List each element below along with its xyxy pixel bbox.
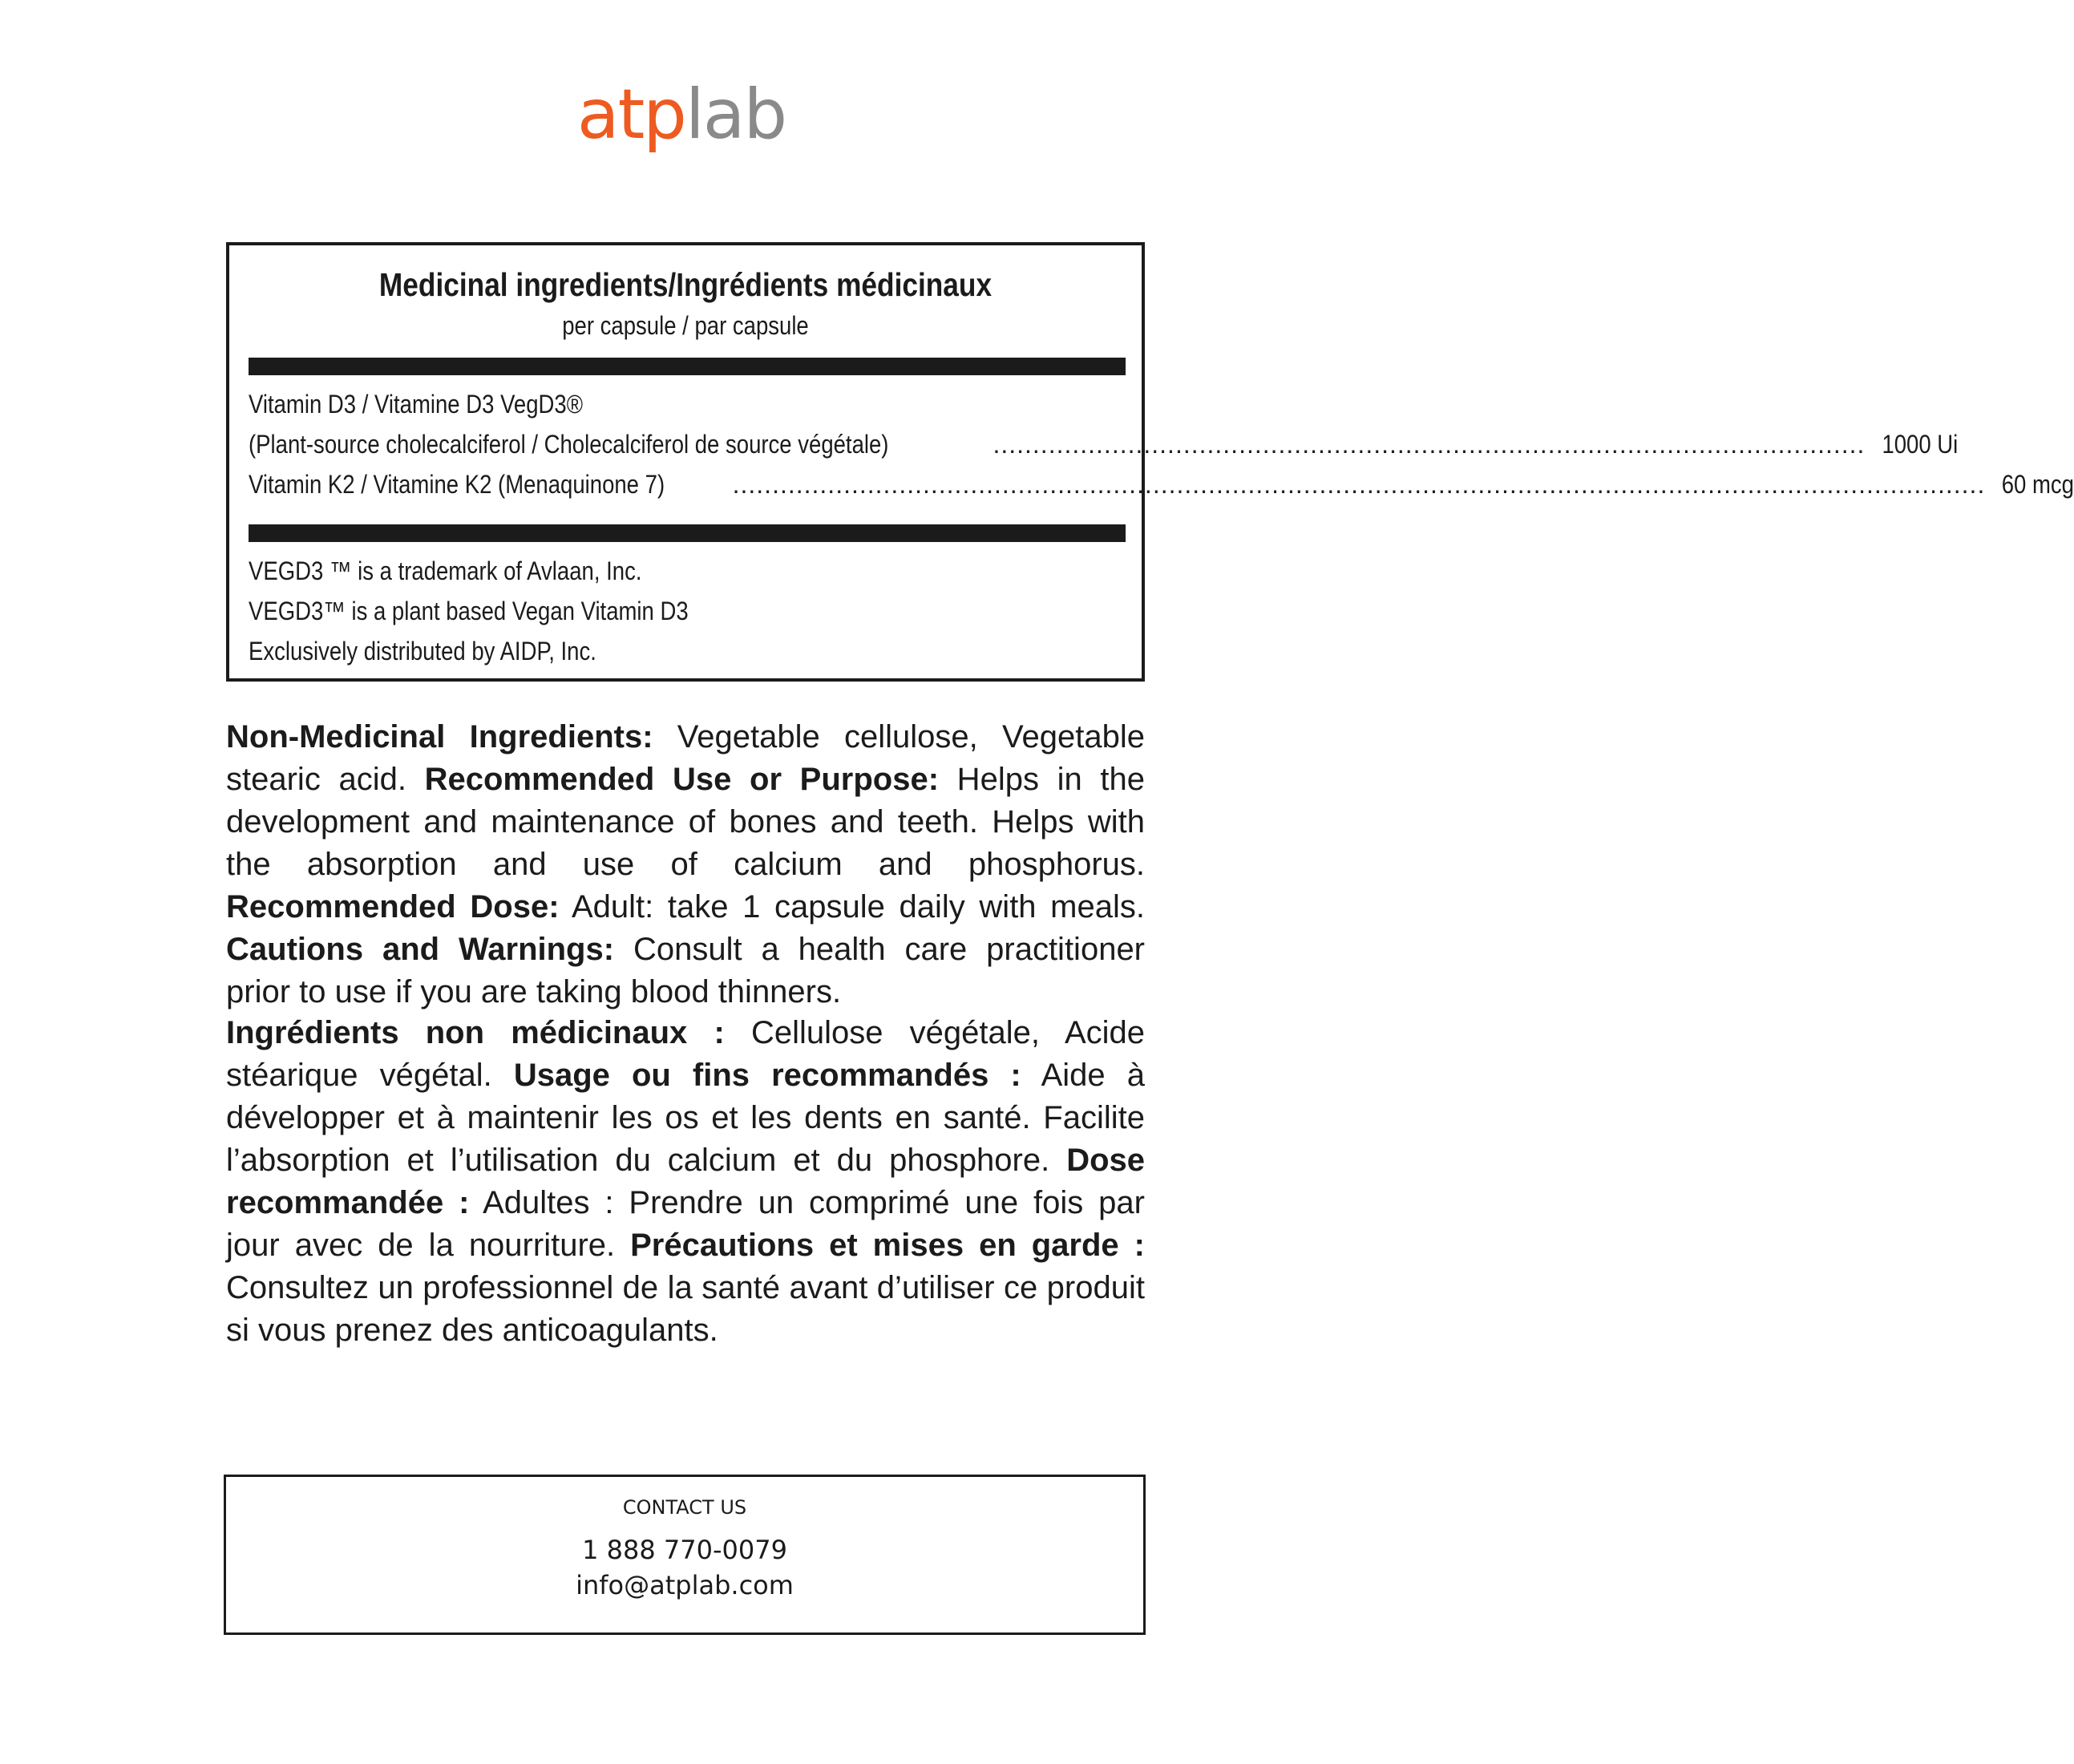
logo-atp: atp (576, 75, 685, 155)
vegan-note: VEGD3™ is a plant based Vegan Vitamin D3 (249, 597, 689, 625)
panel-title: Medicinal ingredients/Ingrédients médicinaux (378, 266, 993, 303)
vitamin-d3-amount: 1000 Ui (1882, 430, 1959, 459)
vitamin-d3-source: (Plant-source cholecalciferol / Cholecalciferol de source végétale) (249, 430, 889, 459)
caution-text-en: Consult a health care practitioner prior to use if you are taking blood thinners. (226, 932, 1146, 1009)
medicinal-ingredients-panel (226, 242, 2074, 682)
contact-title: CONTACT US (622, 1496, 747, 1519)
use-text-fr: Aide à développer et à maintenir les os et les dents en santé. Facilite l’absorption et l’utilisation du calcium et du phosphore. (226, 1058, 1145, 1178)
dose-label-en: Recommended Dose: (226, 889, 560, 924)
divider-bar-top (249, 358, 1126, 375)
nmi-text-fr: Cellulose végétale, Acide stéarique végétal. (226, 1015, 1145, 1093)
contact-box (224, 1475, 1146, 1635)
use-label-en: Recommended Use or Purpose: (424, 762, 940, 797)
caution-label-en: Cautions and Warnings: (226, 932, 615, 967)
divider-bar-bottom (249, 524, 1126, 542)
dose-text-en: Adult: take 1 capsule daily with meals. (559, 889, 1145, 924)
vitamin-d3-name: Vitamin D3 / Vitamine D3 VegD3® (249, 390, 583, 419)
nmi-label-en: Non-Medicinal Ingredients: (226, 719, 653, 755)
atplab-logo (0, 75, 1363, 155)
contact-phone: 1 888 770-0079 (582, 1535, 787, 1565)
use-label-fr: Usage ou fins recommandés : (513, 1058, 1021, 1093)
use-text-en: Helps in the development and maintenance of bones and teeth. Helps with the absorption and use of calcium and phosphorus. (226, 762, 1145, 882)
nmi-label-fr: Ingrédients non médicinaux : (226, 1015, 725, 1050)
leader-dots: .............................................................................................................. (993, 430, 1866, 459)
french-directions (226, 1012, 1145, 1352)
vitamin-k2-row (249, 470, 2074, 499)
english-directions (226, 716, 1145, 1013)
vitamin-d3-row (249, 430, 1959, 459)
nmi-text-en: Vegetable cellulose, Vegetable stearic acid. (226, 719, 1146, 797)
dose-text-fr: Adultes : Prendre un comprimé une fois par jour avec de la nourriture. (226, 1185, 1145, 1263)
vitamin-k2-name: Vitamin K2 / Vitamine K2 (Menaquinone 7) (249, 470, 665, 499)
contact-email: info@atplab.com (576, 1570, 794, 1600)
trademark-note: VEGD3 ™ is a trademark of Avlaan, Inc. (249, 556, 642, 585)
panel-subtitle: per capsule / par capsule (562, 311, 809, 340)
dose-label-fr: Dose recommandée : (226, 1143, 1145, 1220)
logo-lab: lab (685, 75, 786, 155)
caution-text-fr: Consultez un professionnel de la santé avant d’utiliser ce produit si vous prenez des anticoagulants. (226, 1270, 1145, 1348)
vitamin-k2-amount: 60 mcg (2002, 470, 2074, 499)
leader-dots: .............................................................................................................................................................. (732, 470, 1986, 499)
caution-label-fr: Précautions et mises en garde : (630, 1228, 1145, 1263)
distributor-note: Exclusively distributed by AIDP, Inc. (249, 637, 596, 666)
